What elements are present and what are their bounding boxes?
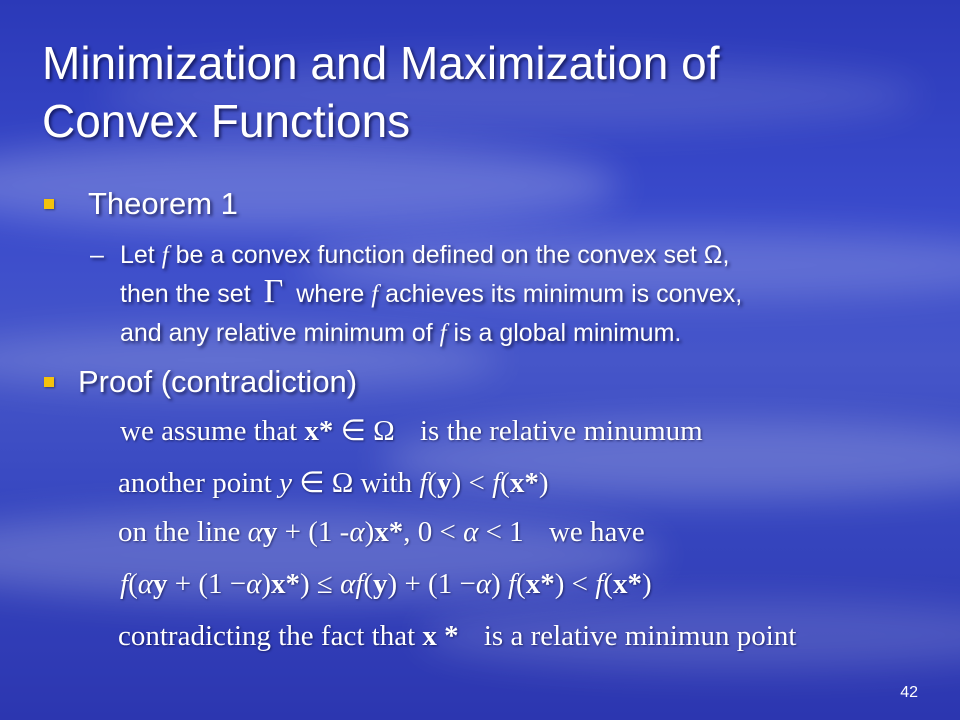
theorem-line-2: then the set Γ where f achieves its minimum is convex, bbox=[120, 273, 743, 310]
theorem-statement bbox=[90, 236, 920, 353]
bullet-proof-label: Proof (contradiction) bbox=[78, 364, 358, 399]
sub-bullet-dash: – bbox=[90, 241, 104, 269]
square-bullet-icon bbox=[44, 377, 54, 387]
theorem-line-3: and any relative minimum of f is a global minimum. bbox=[120, 319, 682, 347]
gamma-symbol: Γ bbox=[263, 273, 284, 310]
bullet-theorem bbox=[44, 186, 238, 222]
proof-line-1: we assume that x* ∈ Ω is the relative minumum bbox=[120, 415, 703, 447]
title-line-1: Minimization and Maximization of bbox=[42, 37, 720, 89]
proof-line-3: on the line αy + (1 -α)x*, 0 < α < 1 we have bbox=[118, 516, 645, 548]
bullet-theorem-label: Theorem 1 bbox=[88, 186, 238, 221]
square-bullet-icon bbox=[44, 199, 54, 209]
page-number: 42 bbox=[900, 684, 918, 701]
proof-line-4: f(αy + (1 −α)x*) ≤ αf(y) + (1 −α) f(x*) < f(x*) bbox=[120, 568, 652, 600]
proof-line-5: contradicting the fact that x * is a relative minimun point bbox=[118, 620, 797, 652]
title-line-2: Convex Functions bbox=[42, 95, 411, 147]
theorem-line-1: Let f be a convex function defined on the convex set Ω, bbox=[120, 241, 730, 269]
bullet-proof bbox=[44, 364, 357, 400]
proof-line-2: another point y ∈ Ω with f(y) < f(x*) bbox=[118, 467, 549, 499]
slide-title bbox=[42, 34, 922, 150]
